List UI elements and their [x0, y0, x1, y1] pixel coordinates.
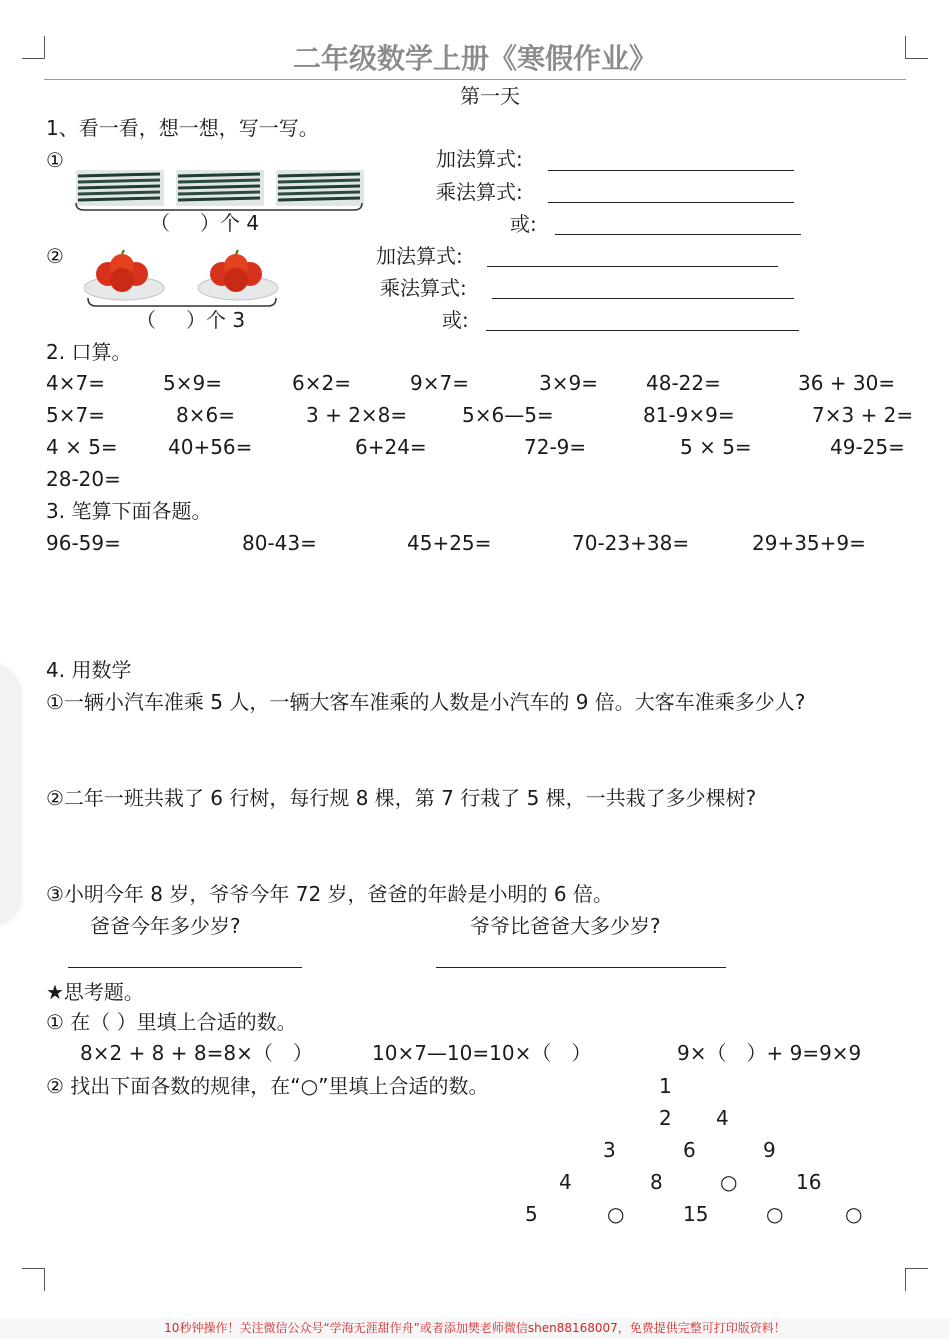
calc-item: 9×7= [410, 371, 469, 395]
word-problem-2: ②二年一班共栽了 6 行树，每行规 8 棵，第 7 行栽了 5 棵，一共栽了多少棵树? [46, 786, 757, 810]
triangle-number: 1 [659, 1074, 672, 1098]
s1-heading: 1、看一看，想一想，写一写。 [46, 116, 319, 140]
written-calc-item: 45+25= [407, 531, 492, 555]
s1-caption1-open: （ [150, 211, 170, 235]
calc-item: 6+24= [355, 435, 427, 459]
apple-plate-1 [84, 250, 164, 300]
corner-mark-br [905, 1268, 928, 1291]
triangle-number: 8 [650, 1170, 663, 1194]
s1-caption1-rest: ）个 4 [200, 211, 260, 235]
corner-mark-bl [22, 1268, 45, 1291]
pencil-bundle-1 [76, 170, 164, 206]
s1-add-answer-line-1[interactable] [548, 170, 794, 171]
triangle-number: 4 [716, 1106, 729, 1130]
triangle-number: 6 [683, 1138, 696, 1162]
s1-add-label-1: 加法算式: [436, 147, 523, 171]
side-scroll-tab[interactable] [0, 665, 20, 925]
s1-item1-number: ① [46, 148, 64, 172]
fill-blank-3: 9×（ ）+ 9=9×9 [677, 1041, 862, 1065]
written-calc-item: 96-59= [46, 531, 121, 555]
calc-item: 5×9= [163, 371, 222, 395]
calc-item: 8×6= [176, 403, 235, 427]
calc-item: 5×7= [46, 403, 105, 427]
s2-heading: 2. 口算。 [46, 340, 132, 364]
written-calc-item: 80-43= [242, 531, 317, 555]
s1-add-answer-line-2[interactable] [487, 266, 778, 267]
calc-item: 48-22= [646, 371, 721, 395]
triangle-number: 15 [683, 1202, 709, 1226]
triangle-number: 2 [659, 1106, 672, 1130]
pencils-image [74, 168, 364, 212]
triangle-number: 3 [603, 1138, 616, 1162]
word-problem-3: ③小明今年 8 岁，爷爷今年 72 岁，爸爸的年龄是小明的 6 倍。 [46, 882, 613, 906]
triangle-blank-circle[interactable]: ○ [607, 1202, 625, 1226]
s1-mul-label-1: 乘法算式: [436, 180, 523, 204]
answer-line-3a[interactable] [68, 967, 302, 968]
s1-mul-label-2: 乘法算式: [380, 276, 467, 300]
calc-item: 4 × 5= [46, 435, 118, 459]
word-problem-1: ①一辆小汽车准乘 5 人，一辆大客车准乘的人数是小汽车的 9 倍。大客车准乘多少人? [46, 690, 806, 714]
apples-image [84, 246, 280, 310]
s1-caption2-open: （ [136, 308, 156, 332]
calc-item: 3 + 2×8= [306, 403, 408, 427]
written-calc-item: 29+35+9= [752, 531, 866, 555]
calc-item: 40+56= [168, 435, 253, 459]
calc-item: 5 × 5= [680, 435, 752, 459]
calc-item: 4×7= [46, 371, 105, 395]
calc-item: 28-20= [46, 467, 121, 491]
s1-mul-answer-line-2[interactable] [492, 298, 794, 299]
calc-item: 72-9= [524, 435, 587, 459]
s5-part2: ② 找出下面各数的规律，在“○”里填上合适的数。 [46, 1074, 489, 1098]
triangle-number: 9 [763, 1138, 776, 1162]
s5-part1: ① 在（ ）里填上合适的数。 [46, 1010, 297, 1034]
title-rule [44, 79, 906, 80]
calc-item: 49-25= [830, 435, 905, 459]
s1-add-label-2: 加法算式: [376, 244, 463, 268]
answer-line-3b[interactable] [436, 967, 726, 968]
s1-or-answer-line-2[interactable] [486, 330, 799, 331]
triangle-blank-circle[interactable]: ○ [845, 1202, 863, 1226]
triangle-number: 4 [559, 1170, 572, 1194]
s4-heading: 4. 用数学 [46, 658, 132, 682]
s5-heading: ★思考题。 [46, 980, 144, 1004]
fill-blank-2: 10×7—10=10×（ ） [372, 1041, 592, 1065]
s1-or-answer-line-1[interactable] [555, 234, 801, 235]
s1-caption2-rest: ）个 3 [186, 308, 246, 332]
apple-plate-2 [198, 250, 278, 300]
s3-heading: 3. 笔算下面各题。 [46, 499, 212, 523]
triangle-number: 5 [525, 1202, 538, 1226]
triangle-number: 16 [796, 1170, 822, 1194]
triangle-blank-circle[interactable]: ○ [720, 1170, 738, 1194]
calc-item: 81-9×9= [643, 403, 735, 427]
pencil-bundle-2 [176, 170, 264, 206]
s1-item2-number: ② [46, 244, 64, 268]
word-problem-3b: 爷爷比爸爸大多少岁? [470, 914, 661, 938]
day-label: 第一天 [460, 84, 520, 108]
pencil-bundle-3 [276, 170, 364, 206]
footer-promo-text: 10秒钟操作！关注微信公众号“学海无涯甜作舟”或者添加樊老师微信shen88168007，免费提供完整可打印版资料！ [0, 1318, 950, 1339]
calc-item: 36 + 30= [798, 371, 896, 395]
calc-item: 3×9= [539, 371, 598, 395]
calc-item: 5×6—5= [462, 403, 554, 427]
s1-mul-answer-line-1[interactable] [548, 202, 794, 203]
s1-or-label-1: 或: [510, 212, 537, 236]
calc-item: 7×3 + 2= [812, 403, 914, 427]
calc-item: 6×2= [292, 371, 351, 395]
fill-blank-1: 8×2 + 8 + 8=8×（ ） [80, 1041, 313, 1065]
triangle-blank-circle[interactable]: ○ [766, 1202, 784, 1226]
page-title: 二年级数学上册《寒假作业》 [292, 42, 657, 75]
written-calc-item: 70-23+38= [572, 531, 690, 555]
s1-or-label-2: 或: [442, 308, 469, 332]
word-problem-3a: 爸爸今年多少岁? [90, 914, 241, 938]
